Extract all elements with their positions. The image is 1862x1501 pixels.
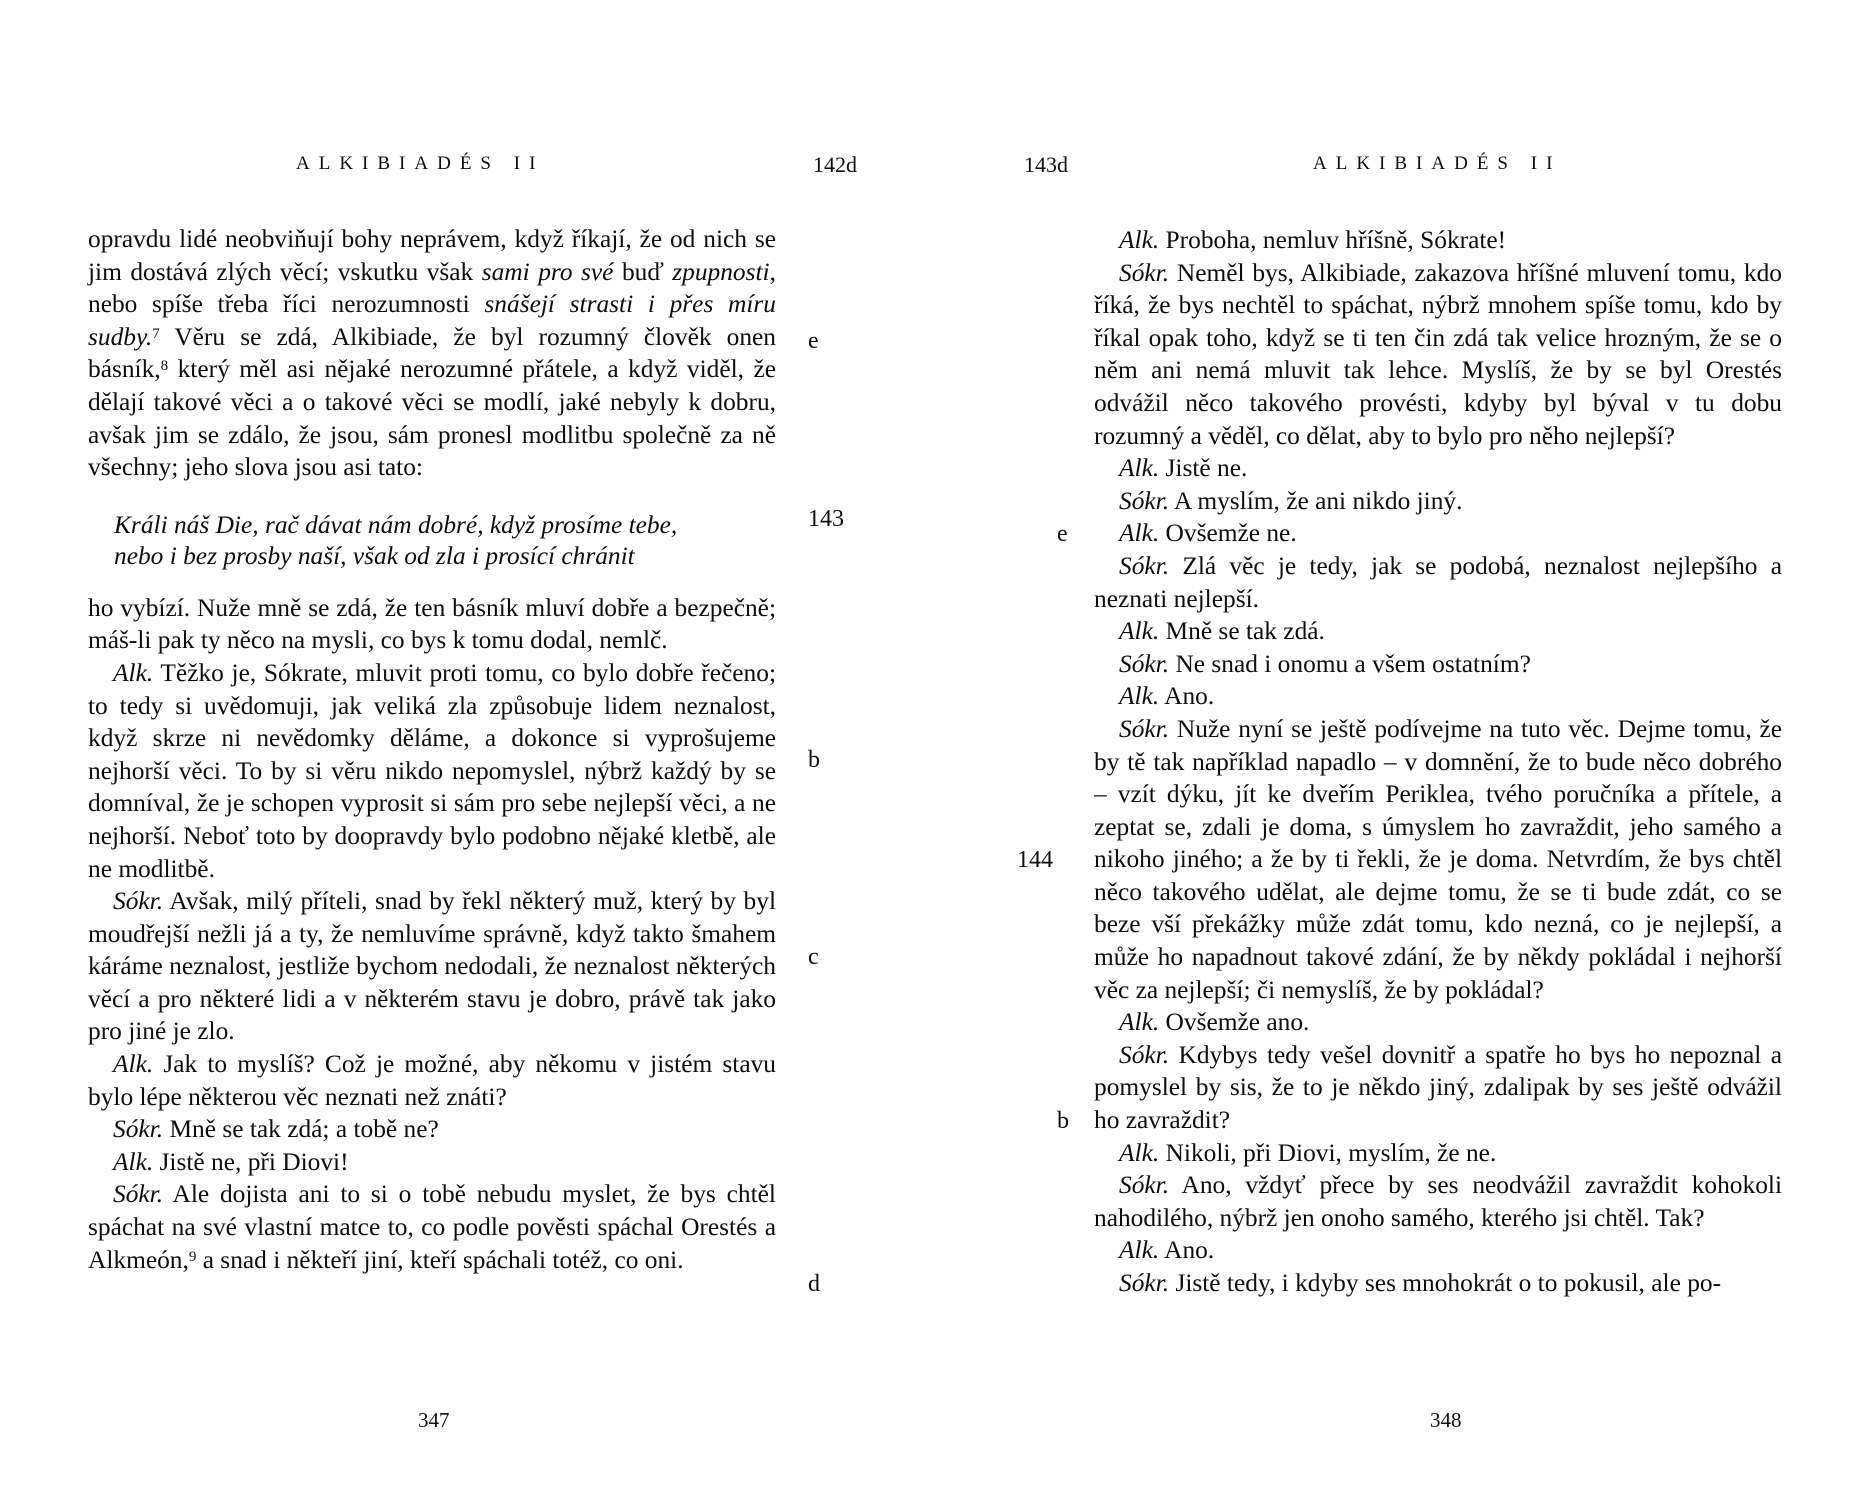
- speaker-label: Sókr.: [1119, 649, 1170, 678]
- text-run: , nebo spíše třeba říci nerozumnosti: [88, 257, 776, 319]
- margin-mark: 144: [1017, 847, 1053, 873]
- margin-mark: c: [808, 944, 819, 970]
- dialog-text: Nuže nyní se ještě podívejme na tuto věc. Dejme tomu, že by tě tak například napadlo – v domnění, že to bude něco dobrého – vzít dýku, jít ke dveřím Perikleа, tvého poručníka a přítele, a zeptat se, zdali je doma, s úmyslem ho zavraždit, jeho samého a nikoho jiného; a že by ti řekli, že je doma. Netvrdím, že bys chtěl něco takového udělat, ale dejme tomu, že se ti bude zdát, co se beze vší překážky může zdát tomu, kdo nezná, co je nejlepší, a může ho napadnout takové zdání, že by někdy pokládal i nejhorší věc za nejlepší; či nemyslíš, že by pokládal?: [1094, 714, 1782, 1004]
- speaker-label: Sókr.: [1119, 1171, 1170, 1200]
- speaker-label: Alk.: [113, 1147, 154, 1176]
- running-head: ALKIBIADÉS II: [1313, 153, 1562, 174]
- page-body-text: [88, 223, 776, 1276]
- dialog-text: Ovšemže ne.: [1165, 519, 1297, 548]
- speaker-label: Sókr.: [113, 887, 164, 916]
- speaker-label: Sókr.: [1119, 551, 1170, 580]
- margin-mark: d: [808, 1271, 820, 1297]
- verse-line: nebo i bez prosby naší, však od zla i prosící chránit: [114, 541, 635, 570]
- speaker-label: Sókr.: [1119, 486, 1170, 515]
- dialog-text: Jistě ne.: [1165, 454, 1248, 483]
- margin-mark: e: [1057, 521, 1068, 547]
- dialog-line: [88, 657, 776, 885]
- margin-mark: e: [808, 328, 819, 354]
- section-reference: 143d: [1024, 152, 1068, 177]
- dialog-line: [88, 1146, 776, 1179]
- dialog-text: Neměl bys, Alkibiade, zakazova hříšné mluvení tomu, kdo říká, že bys nechtěl to spáchat, nýbrž mnohem spíše tomu, kdo by říkal opak toho, když se ti ten čin zdá tak velice hrozným, že se o něm ani nemá mluvit tak lehce. Myslíš, že by se byl Orestés odvážil něco takového provésti, kdyby byl býval v tu dobu rozumný a věděl, co dělat, aby to bylo pro něho nejlepší?: [1094, 258, 1782, 450]
- text-run: který měl asi nějaké nerozumné přátele, a když viděl, že dělají takové věci a o takové věci se modlí, jaké nebyly k dobru, avšak jim se zdálo, že jsou, sám pronesl modlitbu společně za ně všechny; jeho slova jsou asi tato:: [88, 355, 776, 482]
- right-page: [931, 0, 1862, 1501]
- dialog-text: Ano, vždyť přece by ses neodvážil zavraždit kohokoli nahodilého, nýbrž jen onoho samého, kterého jsi chtěl. Tak?: [1094, 1171, 1782, 1232]
- page-body-text: [1094, 224, 1782, 1300]
- speaker-label: Sókr.: [1119, 258, 1170, 287]
- speaker-label: Alk.: [1119, 1236, 1160, 1265]
- speaker-label: Alk.: [1119, 1008, 1160, 1037]
- page-number: 348: [1430, 1408, 1462, 1432]
- margin-mark: b: [1057, 1108, 1069, 1134]
- speaker-label: Sókr.: [1119, 1040, 1170, 1069]
- speaker-label: Sókr.: [113, 1115, 164, 1144]
- speaker-label: Alk.: [1119, 682, 1160, 711]
- dialog-line: [1094, 517, 1782, 550]
- footnote-ref: 7: [152, 325, 160, 342]
- dialog-line: [1094, 452, 1782, 485]
- dialog-text: Ne snad i onomu a všem ostatním?: [1175, 649, 1531, 678]
- text-run: ho vybízí. Nuže mně se zdá, že ten básník mluví dobře a bezpečně; máš-li pak ty něco na mysli, co bys k tomu dodal, nemlč.: [88, 593, 776, 655]
- dialog-line: [1094, 713, 1782, 1006]
- dialog-line: [1094, 648, 1782, 681]
- dialog-text: Jak to myslíš? Což je možné, aby někomu v jistém stavu bylo lépe některou věc neznati než znáti?: [88, 1050, 776, 1111]
- dialog-text: Nikoli, při Diovi, myslím, že ne.: [1165, 1138, 1497, 1167]
- speaker-label: Alk.: [1119, 1138, 1160, 1167]
- dialog-text: A myslím, že ani nikdo jiný.: [1174, 486, 1463, 515]
- dialog-line: [1094, 680, 1782, 713]
- text-run: opravdu lidé neobviňují bohy neprávem, když říkají, že od nich se jim dostává zlých věcí; vskutku však: [88, 225, 776, 286]
- dialog-text: Kdybys tedy vešel dovnitř a spatře ho bys ho nepoznal a pomyslel by sis, že to je někdo jiný, zdalipak by ses ještě odvážil ho zavraždit?: [1094, 1040, 1782, 1135]
- footnote-ref: 9: [188, 1248, 197, 1265]
- dialog-text: Ano.: [1164, 1236, 1215, 1265]
- dialog-text: Jistě ne, při Diovi!: [159, 1147, 349, 1176]
- text-run: a snad i někteří jiní, kteří spáchali totéž, co oni.: [196, 1245, 684, 1274]
- text-run: buď: [613, 257, 673, 286]
- text-run: Ale dojista ani to si o tobě nebudu myslet, že bys chtěl spáchat na své vlastní matce to, co podle pověsti spáchal Orestés a Alkmeón,: [88, 1180, 776, 1274]
- dialog-line: [1094, 1234, 1782, 1267]
- prose-paragraph: [88, 223, 776, 484]
- speaker-label: Alk.: [113, 658, 154, 687]
- speaker-label: Sókr.: [113, 1180, 164, 1209]
- dialog-line: [1094, 550, 1782, 615]
- margin-mark: b: [808, 747, 820, 773]
- dialog-line: [88, 885, 776, 1048]
- dialog-text: Mně se tak zdá; a tobě ne?: [169, 1115, 439, 1144]
- speaker-label: Alk.: [1119, 519, 1160, 548]
- speaker-label: Sókr.: [1119, 714, 1170, 743]
- dialog-line: [1094, 615, 1782, 648]
- dialog-line: [88, 1178, 776, 1276]
- dialog-line: [88, 1048, 776, 1113]
- dialog-text: Proboha, nemluv hříšně, Sókrate!: [1165, 226, 1507, 254]
- footnote-ref: 8: [160, 358, 169, 375]
- dialog-text: Zlá věc je tedy, jak se podobá, neznalost nejlepšího a neznati nejlepší.: [1094, 551, 1782, 613]
- italic-text: sami pro své: [481, 257, 614, 286]
- margin-mark: 143: [808, 506, 844, 532]
- dialog-line: [1094, 485, 1782, 518]
- dialog-line: [1094, 1039, 1782, 1137]
- speaker-label: Alk.: [1119, 226, 1160, 254]
- prose-paragraph: [88, 592, 776, 657]
- dialog-line: [1094, 1267, 1782, 1300]
- verse-line: Králi náš Die, rač dávat nám dobré, když prosíme tebe,: [114, 510, 678, 539]
- dialog-line: [1094, 257, 1782, 453]
- dialog-line: [1094, 224, 1782, 257]
- speaker-label: Alk.: [1119, 617, 1160, 646]
- dialog-text: Jistě tedy, i kdyby ses mnohokrát o to pokusil, ale po-: [1175, 1269, 1722, 1297]
- italic-text: snášejí strasti i přes míru sudby.: [88, 290, 776, 351]
- running-head: ALKIBIADÉS II: [296, 153, 545, 174]
- dialog-text: Avšak, milý příteli, snad by řekl některý muž, který by byl moudřejší nežli já a ty, že nemluvíme správně, když takto šmahem káráme neznalost, jestliže bychom nedodali, že neznalost některých věcí a pro některé lidi a v některém stavu je dobro, právě tak jako pro jiné je zlo.: [88, 887, 777, 1046]
- dialog-text: Ano.: [1164, 682, 1215, 711]
- verse-quote: [114, 510, 776, 572]
- dialog-text: Ovšemže ano.: [1165, 1008, 1310, 1037]
- dialog-text: Těžko je, Sókrate, mluvit proti tomu, co bylo dobře řečeno; to tedy si uvědomuji, jak veliká zla způsobuje lidem neznalost, když skrze ni nevědomky děláme, a dokonce si vyprošujeme nejhorší věci. To by si věru nikdo nepomyslel, nýbrž každý by se domníval, že je schopen vyprosit si sám pro sebe nejlepší věci, a ne nejhorší. Neboť toto by doopravdy bylo podobno nějaké kletbě, ale ne modlitbě.: [88, 658, 777, 883]
- page-number: 347: [418, 1408, 450, 1432]
- dialog-text: Mně se tak zdá.: [1165, 617, 1325, 646]
- dialog-line: [1094, 1169, 1782, 1234]
- section-reference: 142d: [813, 152, 857, 177]
- speaker-label: Alk.: [113, 1050, 154, 1079]
- dialog-line: [1094, 1006, 1782, 1039]
- italic-text: zpupnosti: [672, 257, 770, 286]
- text-run: Věru se zdá, Alkibiade, že byl rozumný člověk onen básník,: [88, 322, 776, 384]
- speaker-label: Alk.: [1119, 454, 1160, 483]
- dialog-line: [1094, 1137, 1782, 1170]
- dialog-line: [88, 1113, 776, 1146]
- speaker-label: Sókr.: [1119, 1269, 1170, 1297]
